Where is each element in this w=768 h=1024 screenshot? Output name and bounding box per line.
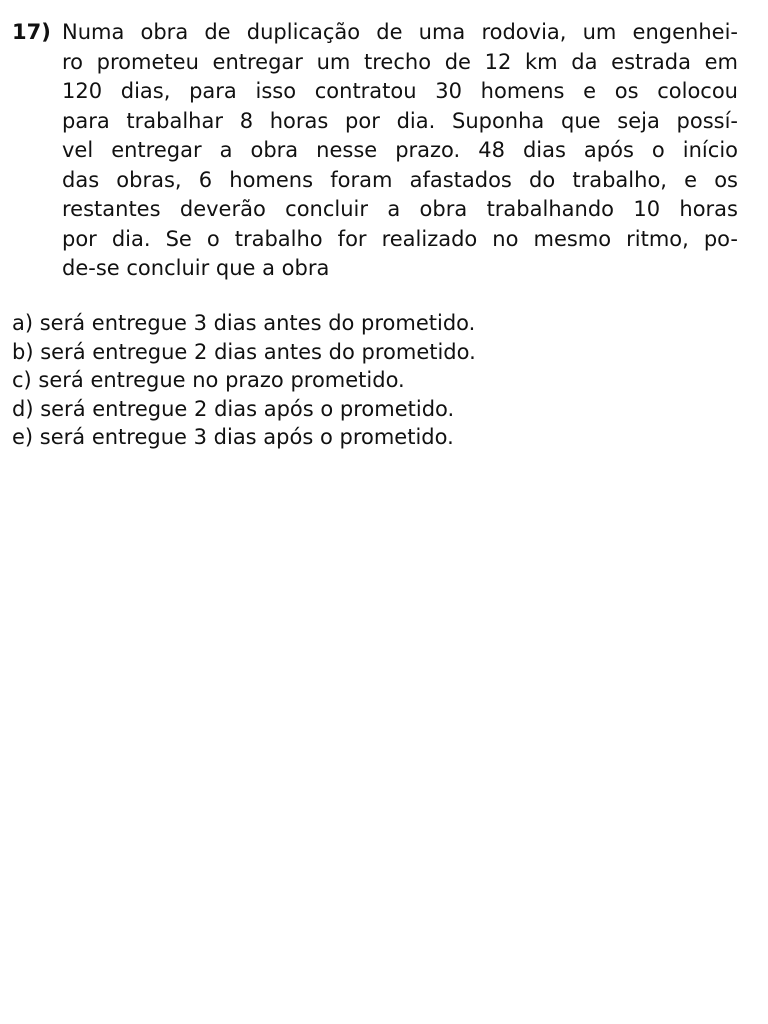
option-a: a) será entregue 3 dias antes do prometido. <box>12 311 476 335</box>
question-line: ro prometeu entregar um trecho de 12 km da estrada em <box>62 49 738 74</box>
question-number: 17) <box>12 20 51 44</box>
question-line: 120 dias, para isso contratou 30 homens e os colocou <box>62 79 738 103</box>
question-line: por dia. Se o trabalho for realizado no mesmo ritmo, po- <box>62 226 738 251</box>
question-line: de-se concluir que a obra <box>62 256 330 280</box>
option-e: e) será entregue 3 dias após o prometido. <box>12 425 454 449</box>
question-line: vel entregar a obra nesse prazo. 48 dias após o início <box>62 138 738 162</box>
answer-options <box>12 309 712 452</box>
question-line: das obras, 6 homens foram afastados do trabalho, e os <box>62 167 738 192</box>
question-line: restantes deverão concluir a obra trabalhando 10 horas <box>62 197 738 221</box>
question-text <box>62 18 738 284</box>
question-line: para trabalhar 8 horas por dia. Suponha que seja possí- <box>62 108 738 133</box>
option-d: d) será entregue 2 dias após o prometido. <box>12 396 455 421</box>
question-line: Numa obra de duplicação de uma rodovia, um engenhei- <box>62 20 738 44</box>
option-b: b) será entregue 2 dias antes do prometido. <box>12 339 476 364</box>
option-c: c) será entregue no prazo prometido. <box>12 368 405 392</box>
